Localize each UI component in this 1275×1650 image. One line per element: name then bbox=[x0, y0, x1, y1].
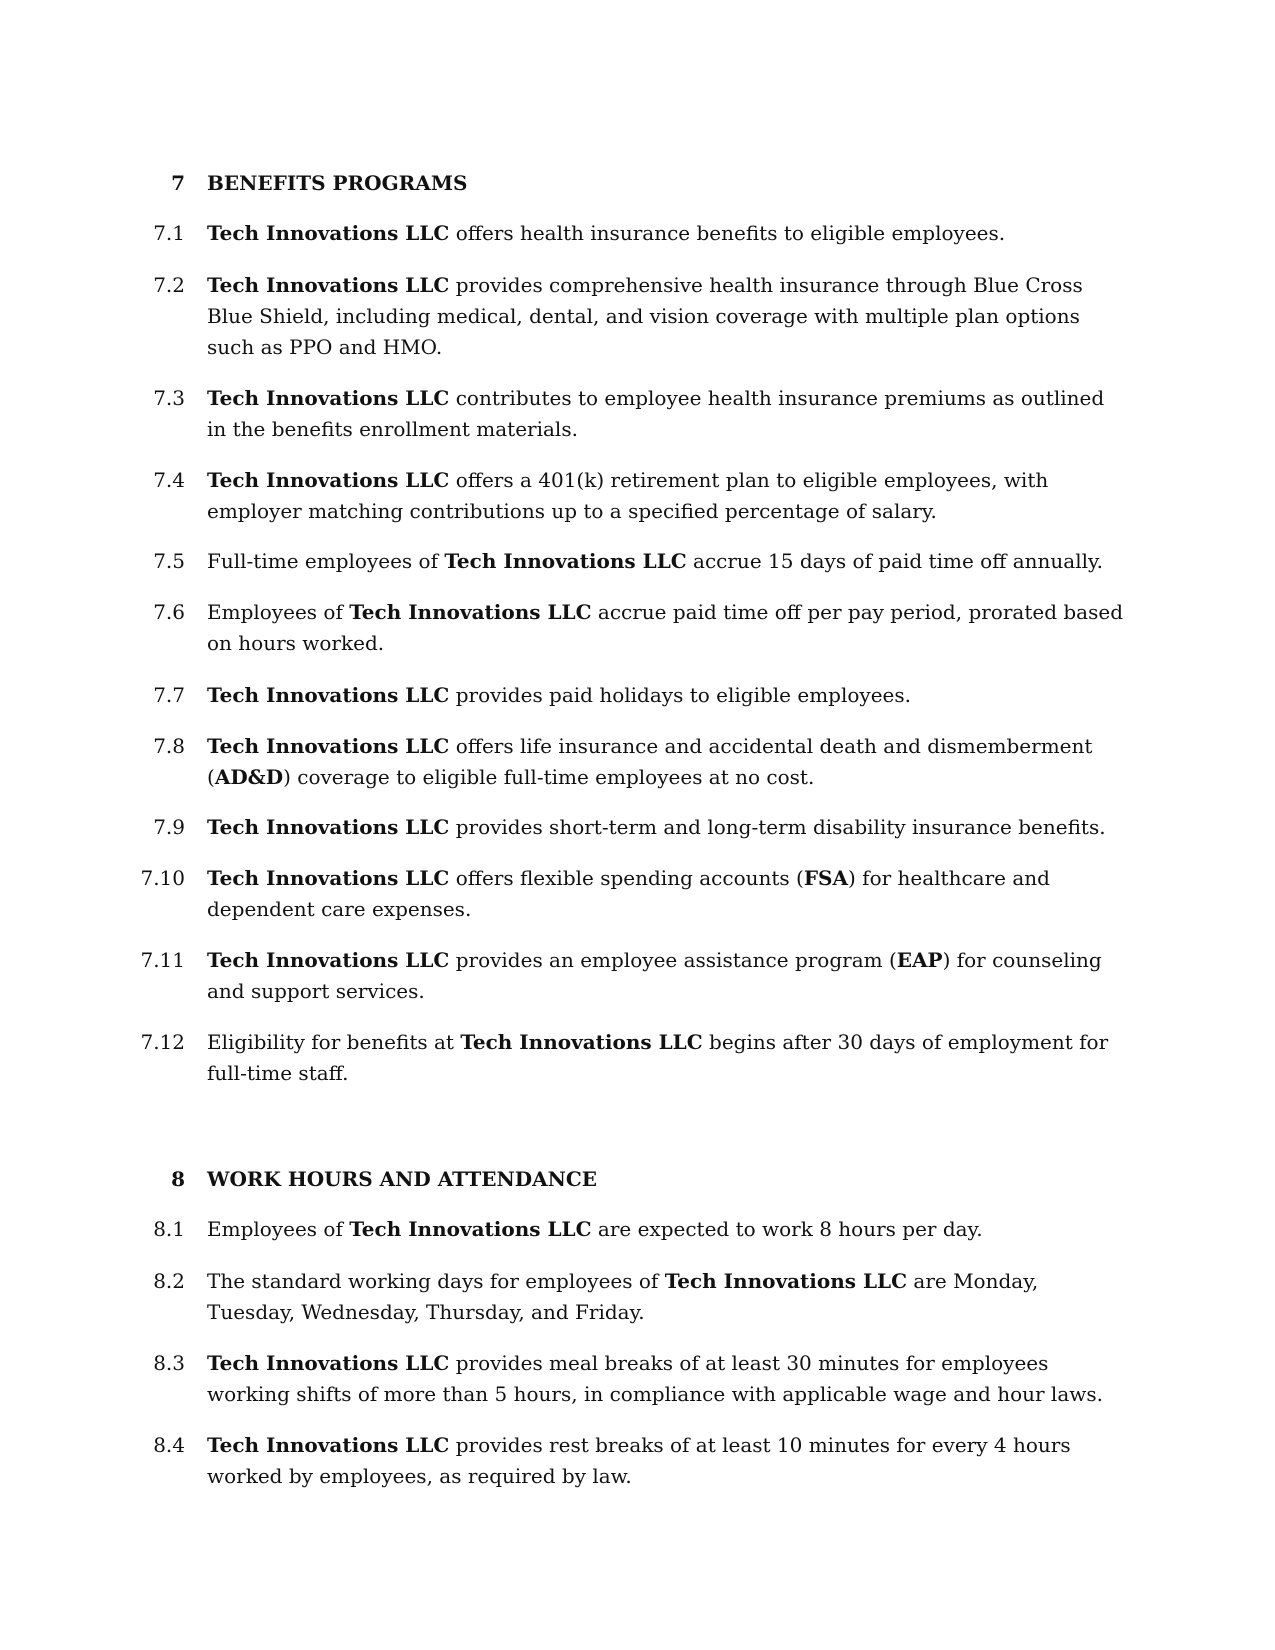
clause-run: Employees of bbox=[207, 1217, 350, 1241]
clause-run: offers a 401(k) retirement plan to eligible employees, with employer matching contributions up to a specified percentage of salary. bbox=[207, 468, 1049, 523]
clause-run: offers life insurance and accidental death and dismemberment ( bbox=[207, 734, 1093, 789]
clause-run: Employees of bbox=[207, 600, 350, 624]
bold-term: Tech Innovations LLC bbox=[207, 468, 450, 492]
clause-number: 7.5 bbox=[153, 549, 185, 573]
bold-term: Tech Innovations LLC bbox=[207, 1433, 450, 1457]
section-number: 8 bbox=[171, 1167, 185, 1191]
clause-text bbox=[207, 465, 1127, 527]
section-number: 7 bbox=[171, 171, 185, 195]
clause-number: 7.7 bbox=[153, 683, 185, 707]
bold-term: EAP bbox=[896, 948, 943, 972]
clause-number: 7.10 bbox=[140, 866, 185, 890]
clause-number: 8.3 bbox=[153, 1351, 185, 1375]
section-heading bbox=[0, 1162, 1275, 1196]
clause-text bbox=[207, 680, 1127, 711]
clause-run: contributes to employee health insurance premiums as outlined in the benefits enrollment materials. bbox=[207, 386, 1105, 441]
clause-run: ) coverage to eligible full-time employees at no cost. bbox=[283, 765, 815, 789]
clause-run: provides an employee assistance program ( bbox=[449, 948, 897, 972]
clause-text bbox=[207, 218, 1127, 249]
clause-number: 7.2 bbox=[153, 273, 185, 297]
clause-run: Full-time employees of bbox=[207, 549, 445, 573]
clause-run: accrue 15 days of paid time off annually. bbox=[686, 549, 1104, 573]
clause-run: provides short-term and long-term disability insurance benefits. bbox=[449, 815, 1106, 839]
clause-number: 7.12 bbox=[140, 1030, 185, 1054]
clause-text bbox=[207, 731, 1127, 793]
clause-run: begins after 30 days of employment for full-time staff. bbox=[207, 1030, 1109, 1085]
section-heading bbox=[0, 166, 1275, 200]
clause-text bbox=[207, 270, 1127, 363]
clause-number: 7.9 bbox=[153, 815, 185, 839]
section-title: BENEFITS PROGRAMS bbox=[207, 171, 468, 195]
clause-number: 7.11 bbox=[140, 948, 185, 972]
bold-term: Tech Innovations LLC bbox=[207, 221, 450, 245]
bold-term: AD&D bbox=[214, 765, 284, 789]
bold-term: FSA bbox=[803, 866, 848, 890]
clause-number: 8.4 bbox=[153, 1433, 185, 1457]
clause-run: provides paid holidays to eligible employees. bbox=[449, 683, 911, 707]
bold-term: Tech Innovations LLC bbox=[207, 683, 450, 707]
bold-term: Tech Innovations LLC bbox=[207, 948, 450, 972]
section-title: WORK HOURS AND ATTENDANCE bbox=[207, 1167, 598, 1191]
clause-text bbox=[207, 1266, 1127, 1328]
clause-text bbox=[207, 1430, 1127, 1492]
clause-number: 7.8 bbox=[153, 734, 185, 758]
clause-run: offers flexible spending accounts ( bbox=[449, 866, 804, 890]
bold-term: Tech Innovations LLC bbox=[207, 866, 450, 890]
clause-number: 7.4 bbox=[153, 468, 185, 492]
bold-term: Tech Innovations LLC bbox=[207, 815, 450, 839]
clause-number: 8.1 bbox=[153, 1217, 185, 1241]
clause-run: ) for counseling and support services. bbox=[207, 948, 1102, 1003]
clause-run: The standard working days for employees of bbox=[207, 1269, 665, 1293]
clause-number: 7.3 bbox=[153, 386, 185, 410]
clause-number: 8.2 bbox=[153, 1269, 185, 1293]
bold-term: Tech Innovations LLC bbox=[664, 1269, 908, 1293]
clause-run: provides meal breaks of at least 30 minutes for employees working shifts of more than 5 hours, in compliance with applicable wage and hour laws. bbox=[207, 1351, 1103, 1406]
bold-term: Tech Innovations LLC bbox=[349, 1217, 592, 1241]
clause-number: 7.6 bbox=[153, 600, 185, 624]
clause-text bbox=[207, 1027, 1127, 1089]
bold-term: Tech Innovations LLC bbox=[207, 386, 450, 410]
clause-run: offers health insurance benefits to eligible employees. bbox=[449, 221, 1006, 245]
clause-text bbox=[207, 383, 1127, 445]
clause-text bbox=[207, 597, 1127, 659]
bold-term: Tech Innovations LLC bbox=[444, 549, 687, 573]
clause-run: provides comprehensive health insurance through Blue Cross Blue Shield, including medical, dental, and vision coverage with multiple plan options such as PPO and HMO. bbox=[207, 273, 1083, 359]
clause-text bbox=[207, 945, 1127, 1007]
bold-term: Tech Innovations LLC bbox=[207, 273, 450, 297]
bold-term: Tech Innovations LLC bbox=[349, 600, 592, 624]
clause-run: ) for healthcare and dependent care expenses. bbox=[207, 866, 1050, 921]
clause-run: accrue paid time off per pay period, prorated based on hours worked. bbox=[207, 600, 1123, 655]
bold-term: Tech Innovations LLC bbox=[207, 1351, 450, 1375]
clause-text bbox=[207, 812, 1127, 843]
clause-run: are Monday, Tuesday, Wednesday, Thursday, and Friday. bbox=[207, 1269, 1039, 1324]
clause-run: Eligibility for benefits at bbox=[207, 1030, 461, 1054]
clause-text bbox=[207, 1214, 1127, 1245]
clause-text bbox=[207, 863, 1127, 925]
clause-text bbox=[207, 1348, 1127, 1410]
clause-run: are expected to work 8 hours per day. bbox=[591, 1217, 983, 1241]
clause-number: 7.1 bbox=[153, 221, 185, 245]
bold-term: Tech Innovations LLC bbox=[460, 1030, 703, 1054]
bold-term: Tech Innovations LLC bbox=[207, 734, 450, 758]
clause-text bbox=[207, 546, 1127, 577]
clause-run: provides rest breaks of at least 10 minutes for every 4 hours worked by employees, as required by law. bbox=[207, 1433, 1071, 1488]
